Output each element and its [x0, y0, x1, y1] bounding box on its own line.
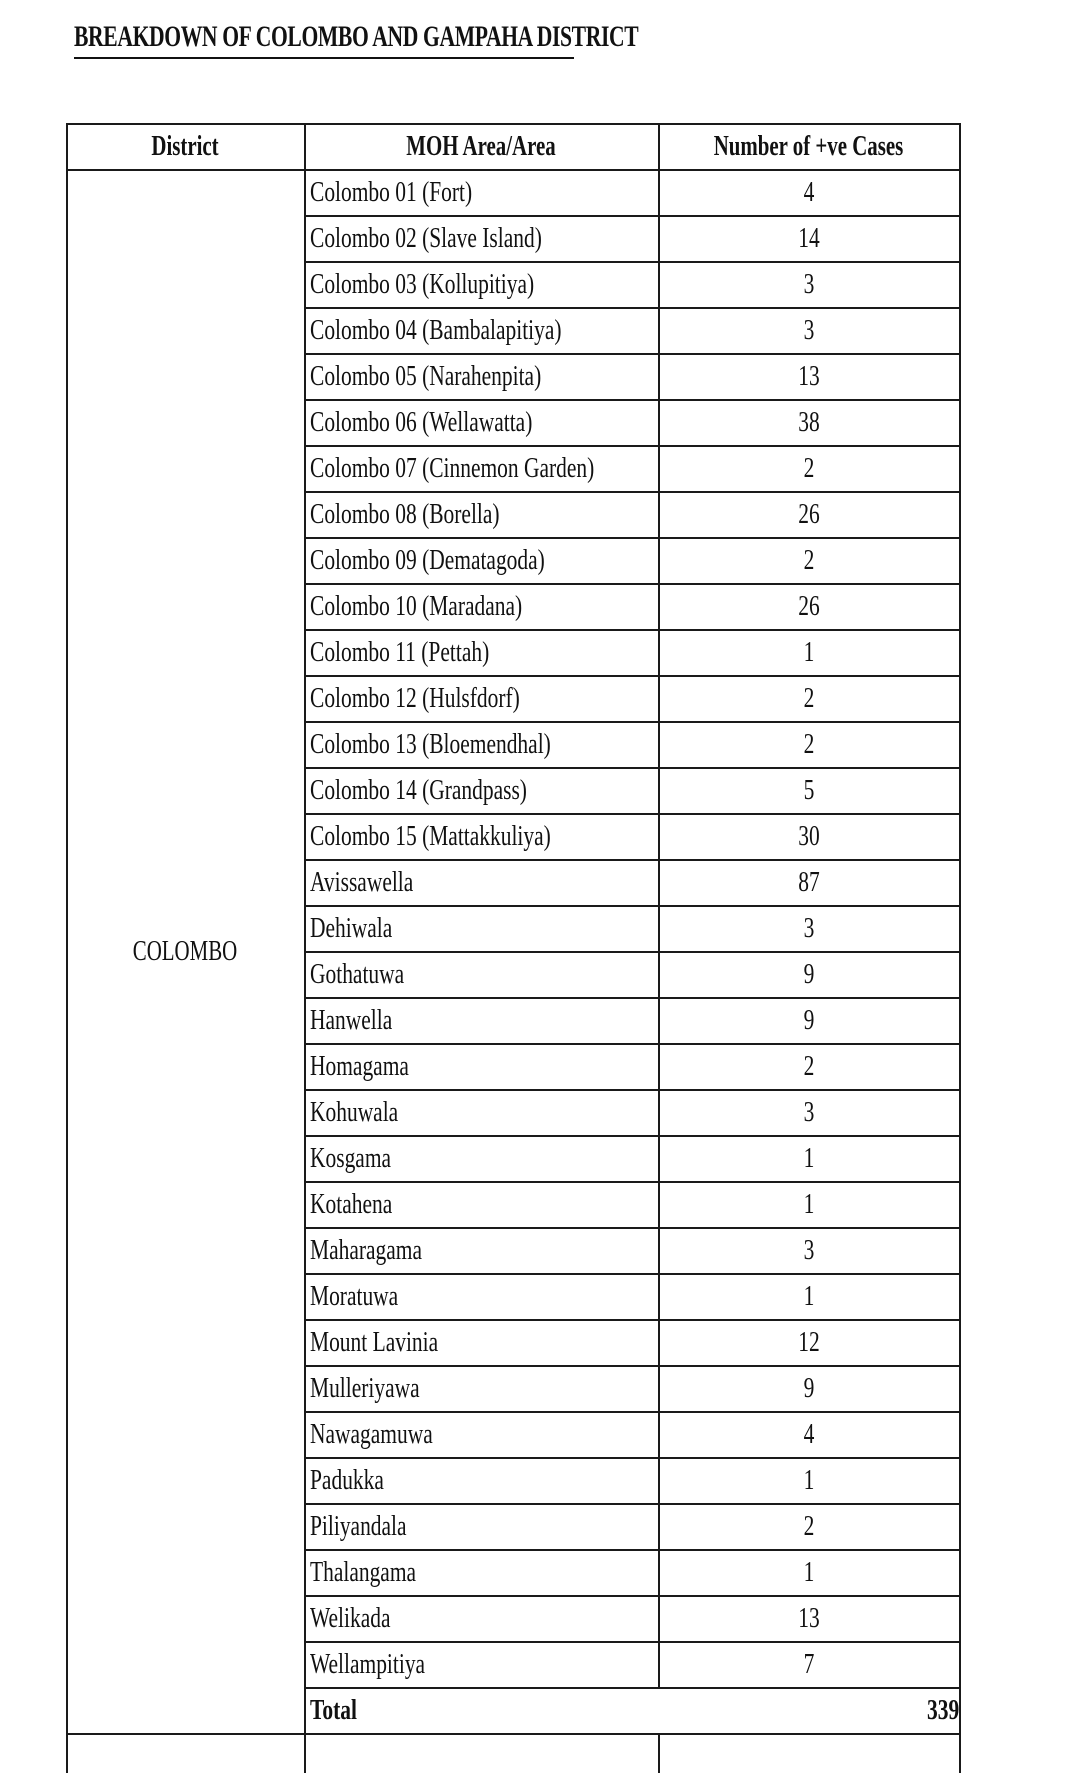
cases-cell: 3 [803, 314, 814, 346]
table-row [66, 491, 961, 537]
area-cell: Homagama [310, 1050, 409, 1082]
table-row [66, 307, 961, 353]
cases-cell: 9 [803, 1004, 814, 1036]
table-row [66, 675, 961, 721]
cases-cell: 3 [803, 912, 814, 944]
area-cell: Avissawella [310, 866, 414, 898]
table-row [66, 1503, 961, 1549]
column-rule [304, 123, 306, 1773]
cases-cell: 38 [797, 406, 820, 438]
title-underline [74, 57, 574, 59]
cases-cell: 2 [803, 544, 814, 576]
cases-cell: 9 [803, 958, 814, 990]
area-cell: Kosgama [310, 1142, 392, 1174]
area-cell: Colombo 03 (Kollupitiya) [310, 268, 535, 300]
colombo-bottom-rule [66, 1733, 961, 1735]
area-cell: Nawagamuwa [310, 1418, 433, 1450]
area-cell: Maharagama [310, 1234, 423, 1266]
area-cell: Piliyandala [310, 1510, 407, 1542]
cases-cell: 13 [797, 360, 820, 392]
area-cell: Colombo 01 (Fort) [310, 176, 473, 208]
cases-cell: 5 [803, 774, 814, 806]
table-row [66, 629, 961, 675]
area-cell: Moratuwa [310, 1280, 399, 1312]
area-cell: Dehiwala [310, 912, 393, 944]
table-row [66, 399, 961, 445]
area-cell: Colombo 11 (Pettah) [310, 636, 490, 668]
cases-cell: 2 [803, 728, 814, 760]
area-cell: Colombo 12 (Hulsfdorf) [310, 682, 520, 714]
cases-cell: 9 [803, 1372, 814, 1404]
cases-cell: 1 [803, 1556, 814, 1588]
area-cell: Padukka [310, 1464, 384, 1496]
column-rule [658, 1733, 660, 1773]
table-left-rule [66, 123, 68, 1773]
cases-cell: 1 [803, 1142, 814, 1174]
area-cell: Colombo 07 (Cinnemon Garden) [310, 452, 595, 484]
cases-cell: 30 [797, 820, 820, 852]
table-row [66, 353, 961, 399]
table-row [66, 215, 961, 261]
area-cell: Colombo 13 (Bloemendhal) [310, 728, 551, 760]
area-cell: Colombo 09 (Dematagoda) [310, 544, 545, 576]
cases-cell: 26 [797, 498, 820, 530]
district-cell: COLOMBO [132, 935, 238, 967]
area-cell: Mount Lavinia [310, 1326, 439, 1358]
table-row [66, 767, 961, 813]
cases-cell: 14 [797, 222, 820, 254]
table-row [66, 1641, 961, 1687]
table-row [66, 537, 961, 583]
cases-cell: 12 [797, 1326, 820, 1358]
cases-cell: 3 [803, 1234, 814, 1266]
cases-cell: 2 [803, 452, 814, 484]
table-row [66, 445, 961, 491]
area-cell: Colombo 06 (Wellawatta) [310, 406, 533, 438]
table-row [66, 1411, 961, 1457]
table-row [66, 859, 961, 905]
area-cell: Colombo 14 (Grandpass) [310, 774, 527, 806]
cases-cell: 3 [803, 268, 814, 300]
table-row [66, 1135, 961, 1181]
total-label: Total [310, 1694, 357, 1726]
table-row [66, 261, 961, 307]
cases-cell: 26 [797, 590, 820, 622]
area-cell: Colombo 15 (Mattakkuliya) [310, 820, 551, 852]
table-right-rule [959, 123, 961, 1773]
area-cell: Colombo 04 (Bambalapitiya) [310, 314, 562, 346]
area-cell: Mulleriyawa [310, 1372, 420, 1404]
cases-cell: 1 [803, 1464, 814, 1496]
table-row [66, 721, 961, 767]
table-row [66, 1457, 961, 1503]
document-title: BREAKDOWN OF COLOMBO AND GAMPAHA DISTRICT [74, 20, 639, 53]
table-row [66, 1181, 961, 1227]
row-rule [304, 1687, 961, 1689]
table-row [66, 583, 961, 629]
table-row [66, 1595, 961, 1641]
header-district: District [151, 130, 219, 162]
area-cell: Colombo 02 (Slave Island) [310, 222, 542, 254]
cases-cell: 2 [803, 1510, 814, 1542]
cases-cell: 7 [803, 1648, 814, 1680]
table-row [66, 169, 961, 215]
area-cell: Wellampitiya [310, 1648, 426, 1680]
area-cell: Thalangama [310, 1556, 417, 1588]
cases-cell: 13 [797, 1602, 820, 1634]
area-cell: Gothatuwa [310, 958, 405, 990]
cases-cell: 1 [803, 1280, 814, 1312]
area-cell: Colombo 08 (Borella) [310, 498, 500, 530]
header-cases: Number of +ve Cases [713, 130, 904, 162]
cases-cell: 4 [803, 176, 814, 208]
cases-cell: 3 [803, 1096, 814, 1128]
total-value: 339 [927, 1694, 960, 1726]
cases-cell: 1 [803, 1188, 814, 1220]
cases-cell: 1 [803, 636, 814, 668]
area-cell: Colombo 05 (Narahenpita) [310, 360, 542, 392]
header-area: MOH Area/Area [406, 130, 556, 162]
table-row [66, 1319, 961, 1365]
table-row [66, 1365, 961, 1411]
table-row [66, 1043, 961, 1089]
area-cell: Kotahena [310, 1188, 393, 1220]
cases-cell: 4 [803, 1418, 814, 1450]
table-row [66, 1089, 961, 1135]
area-cell: Welikada [310, 1602, 391, 1634]
table-row [66, 1549, 961, 1595]
area-cell: Hanwella [310, 1004, 393, 1036]
area-cell: Colombo 10 (Maradana) [310, 590, 523, 622]
table-row [66, 997, 961, 1043]
table-row [66, 1273, 961, 1319]
cases-cell: 2 [803, 682, 814, 714]
column-rule [658, 123, 660, 1687]
table-row [66, 1227, 961, 1273]
area-cell: Kohuwala [310, 1096, 399, 1128]
table-row [66, 813, 961, 859]
cases-cell: 87 [797, 866, 820, 898]
cases-cell: 2 [803, 1050, 814, 1082]
